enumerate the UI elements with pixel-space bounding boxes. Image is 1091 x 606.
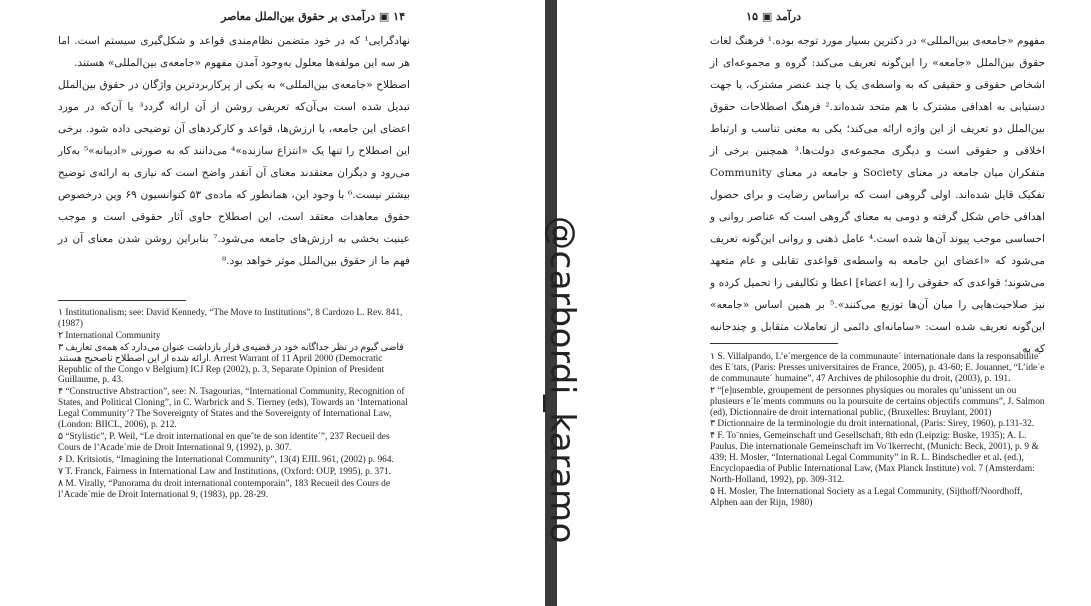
footnote: ۴ F. To¨nnies, Gemeinschaft und Gesellschaft, 8th edn (Leipzig: Buske, 1935); A. L. Paulus, Die internationale Gemeinschaft im Vo¨lkerrecht, (Munich: Beck, 2001), p. 9 & 439; H. Mosler, “International Legal Community” in R. L. Bindschedler et al. (ed.), Encyclopaedia of Public International Law, (Max Planck Institute) vol. 7 (Amsterdam: North-Holland, 1992), pp. 309-312. [710,431,1039,485]
right-footnotes [710,352,1045,510]
footnote: ۱ Institutionalism; see: David Kennedy, “The Move to Institutions”, 8 Cardozo L. Rev. 841, (1987) [58,308,403,329]
left-paragraph: اصطلاح «جامعه‌ی بین‌المللی» به یکی از پرکاربردترین واژگان در حقوق بین‌الملل تبدیل شده است بی‌آن‌که تعریفی روشن از آن ارائه گردد³ یا آن‌که در مورد اعضای این جامعه، یا ارزش‌ها، قواعد و کارکردهای آن توضیحی داده شود. برخی این اصطلاح را تنها یک «انتزاع سازنده»⁴ می‌دانند که به صورتی «ادیبانه»⁵ به‌کار می‌رود و دیگران معتقدند معنای آن آنقدر واضح است که نیازی به ارائه‌ی توضیح بیشتر نیست.⁶ با وجود این، همانطور که ماده‌ی ۵۳ کنوانسیون ۶۹ وین درخصوص حقوق معاهدات معتقد است، این اصطلاح حاوی آثار حقوقی است و موجب عینیت بخشی به ارزش‌های جامعه می‌شود.⁷ بنابراین روشن شدن معنای آن در فهم ما از حقوق بین‌الملل موثر خواهد بود.⁸ [58,79,411,267]
right-paragraph: مفهوم «جامعه‌ی بین‌المللی» در دکترین بسیار مورد توجه بوده.¹ فرهنگ لغات حقوق بین‌الملل «جامعه» را این‌گونه تعریف می‌کند: گروه و مجموعه‌ای از اشخاص حقوقی و حقیقی که به واسطه‌ی یک یا چند عنصر مشترک، یا جهت دستیابی به اهدافی مشترک با هم متحد شده‌اند.² فرهنگ اصطلاحات حقوق بین‌الملل دو تعریف از این واژه ارائه می‌کند؛ یکی به معنی تناسب و ارتباط اخلاقی و حقوقی است و دیگری مجموعه‌ی دولت‌ها.³ همچنین برخی از متفکران میان جامعه در معنای Society و جامعه در معنای Community تفکیک قایل شده‌اند. اولی گروهی است که براساس رضایت و برای حصول اهدافی خاص شکل گرفته و دومی به معنای گروهی است که عناصر روانی و احساسی موجب پیوند آن‌ها شده است.⁴ عامل ذهنی و روانی این‌گونه تعریف می‌شود که «اعضای این جامعه به واسطه‌ی قواعدی تقابلی و عام متعهد می‌شوند؛ قواعدی که حقوقی را [به اعضاء] اعطا و تکالیفی را تحمیل کرده و نیز صلاحیت‌هایی را میان آن‌ها توزیع می‌کنند».⁵ بر همین اساس «جامعه» این‌گونه تعریف شده است: «سامانه‌ای دائمی از تعاملات متقابل و چندجانبه که به [710,35,1046,355]
footnote: ۲ International Community [58,330,161,341]
footnote: ۱ S. Villalpando, L’e´mergence de la communaute´ internationale dans la responsabilite´ des E´tats, (Paris: Presses universitaires de France, 2005), p. 43-60; E. Jouannet, “L’ide´e de communaute´ humaine”, 47 Archives de philosophie du droit, (2003), p. 191. [710,352,1045,384]
right-page [590,0,1091,606]
footnote: ۵ H. Mosler, The International Society as a Legal Community, (Sijthoff/Noordhoff, Alphen aan der Rijn, 1980) [710,486,1023,508]
right-page-body [710,30,1045,360]
left-page-body [58,30,410,272]
left-footnotes [58,308,410,501]
footnote: ۳ Dictionnaire de la terminologie du droit international, (Paris: Sirey, 1960), p.131-32. [710,419,1035,430]
footnote: ۲ “[e]nsemble, groupement de personnes physiques ou morales qu’unissent un ou plusieurs e´le´ments communs ou la poursuite de certains objectifs communs”, J. Salmon (ed), Dictionnaire de droit international public, (Bruxelles: Bruylant, 2001) [710,385,1045,418]
footnote: ۴ “Constructive Abstraction”, see: N. Tsagourias, “International Community, Recognition of States, and Political Cloning”, in C. Warbrick and S. Tierney (eds), Towards an ‘International Legal Community’? The Sovereignty of States and the Sovereignty of International Law, (London: BIICL, 2006), p. 212. [58,387,408,431]
footnote: ۵ “Stylistic”, P. Weil, “Le droit international en queˆte de son identite´”, 237 Recueil des Cours de l’Acade´mie de Droit International 9, (1992), p. 307. [58,431,390,453]
right-page-header: درآمد ▣ ۱۵ [746,10,801,23]
left-paragraph: نهادگرایی¹ که در خود متضمن نظام‌مندی قواعد و شکل‌گیری سیستم است. اما هر سه این مولفه‌ها معلول به‌وجود آمدن مفهوم «جامعه‌ی بین‌المللی» هستند. [58,35,410,69]
left-page [0,0,520,606]
footnote: ۷ T. Franck, Fairness in International Law and Institutions, (Oxford: OUP, 1995), p. 371. [58,466,391,477]
footnote: ۸ M. Virally, “Panorama du droit international contemporain”, 183 Recueil des Cours de l’Acade´mie de Droit International 9, (1983), pp. 28-29. [58,478,390,500]
footnote-divider [710,343,838,344]
left-page-header: ۱۴ ▣ درآمدی بر حقوق بین‌الملل معاصر [221,10,405,23]
footnote-divider [58,300,186,301]
footnote: ۳ قاضی گیوم در نظر جداگانه خود در قضیه‌ی قرار بازداشت عنوان می‌دارد که همه‌ی تعاریف ارائه شده از این اصطلاح ناصحیح هستند. Arrest Warrant of 11 April 2000 (Democratic Republic of the Congo v Belgium) ICJ Rep (2002), p. 3, Separate Opinion of President Guillaume, p. 43. [58,342,404,386]
center-handle-text: @carbordi_karamo [542,216,582,544]
footnote: ۶ D. Kritsiotis, “Imagining the International Community”, 13(4) EJIL 961, (2002) p. 964. [58,454,394,465]
